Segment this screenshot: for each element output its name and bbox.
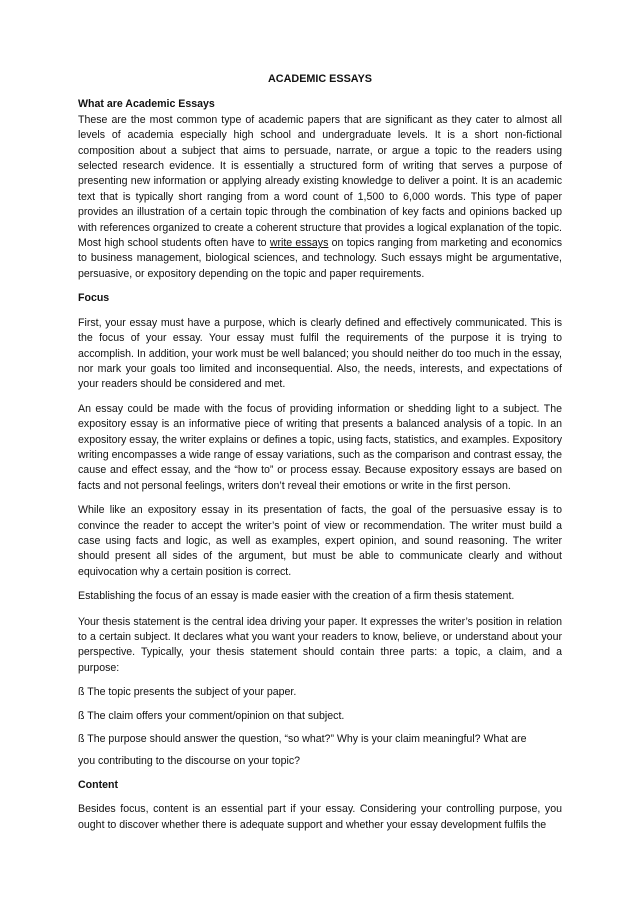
focus-paragraph: An essay could be made with the focus of providing information or shedding light to a subject. The expository essay is an informative piece of writing that presents a balanced analysis of a topic. In an expository essay, the writer explains or defines a topic, using facts, statistics, and examples. Expository writing encompasses a wide range of essay variations, such as the comparison and contrast essay, the cause and effect essay, and the “how to” or process essay. Because expository essays are based on facts and not personal feelings, writers don’t reveal their emotions or write in the first person.	[78, 402, 562, 492]
intro-paragraph	[78, 113, 562, 282]
focus-paragraph: While like an expository essay in its presentation of facts, the goal of the persuasive essay is to convince the reader to accept the writer’s point of view or recommendation. The writer must build a case using facts and logic, as well as examples, expert opinion, and sound reasoning. The writer should present all sides of the argument, but must be able to communicate clearly and without equivocation why a certain position is correct.	[78, 504, 562, 578]
focus-paragraph: Your thesis statement is the central idea driving your paper. It expresses the writer’s position in relation to a certain subject. It declares what you want your readers to know, believe, or understand about your perspective. Typically, your thesis statement should contain three parts: a topic, a claim, and a purpose:	[78, 615, 562, 674]
content-paragraph: Besides focus, content is an essential part if your essay. Considering your controlling purpose, you ought to discover whether there is adequate support and whether your essay development fulfils the	[78, 803, 562, 831]
intro-text-after-link: on topics ranging from marketing and economics to business management, biological sciences, and technology. Such essays might be argumentative, persuasive, or expository depending on the topic and paper requirements.	[78, 237, 562, 280]
intro-section	[78, 97, 562, 282]
focus-paragraph: Establishing the focus of an essay is made easier with the creation of a firm thesis statement.	[78, 590, 515, 603]
content-section	[78, 778, 562, 833]
thesis-part-item: ß The claim offers your comment/opinion on that subject.	[78, 709, 345, 722]
intro-text-before-link: These are the most common type of academic papers that are significant as they cater to almost all levels of academia especially high school and undergraduate levels. It is a short non-fictional composition about a subject that aims to persuade, narrate, or argue a topic to the readers using selected research evidence. It is essentially a structured form of writing that serves a purpose of presenting new information or applying already existing knowledge to deliver a point. It is an academic text that is typically short ranging from a word count of 1,500 to 6,000 words. This type of paper provides an illustration of a certain topic through the combination of key facts and opinions backed up with references organized to create a coherent structure that provides a logical explanation of the topic. Most high school students often have to	[78, 113, 562, 250]
thesis-part-item: ß The purpose should answer the question, “so what?” Why is your claim meaningful? What are	[78, 733, 527, 746]
focus-paragraph: First, your essay must have a purpose, which is clearly defined and effectively communicated. This is the focus of your essay. Your essay must fulfil the requirements of the purpose it is trying to accomplish. In addition, your work must be well balanced; you should neither do too much in the essay, nor mark your goals too limited and inconsequential. Also, the needs, interests, and expectations of your readers should be considered and met.	[78, 316, 562, 391]
write-essays-link[interactable]: write essays	[269, 237, 329, 250]
document-title: ACADEMIC ESSAYS	[268, 73, 372, 85]
document-page	[78, 72, 562, 842]
focus-section	[78, 291, 562, 770]
thesis-part-continuation: you contributing to the discourse on your topic?	[78, 755, 301, 768]
intro-heading: What are Academic Essays	[78, 98, 215, 111]
thesis-part-item: ß The topic presents the subject of your paper.	[78, 686, 297, 699]
content-heading: Content	[78, 778, 119, 791]
focus-heading: Focus	[78, 292, 110, 305]
